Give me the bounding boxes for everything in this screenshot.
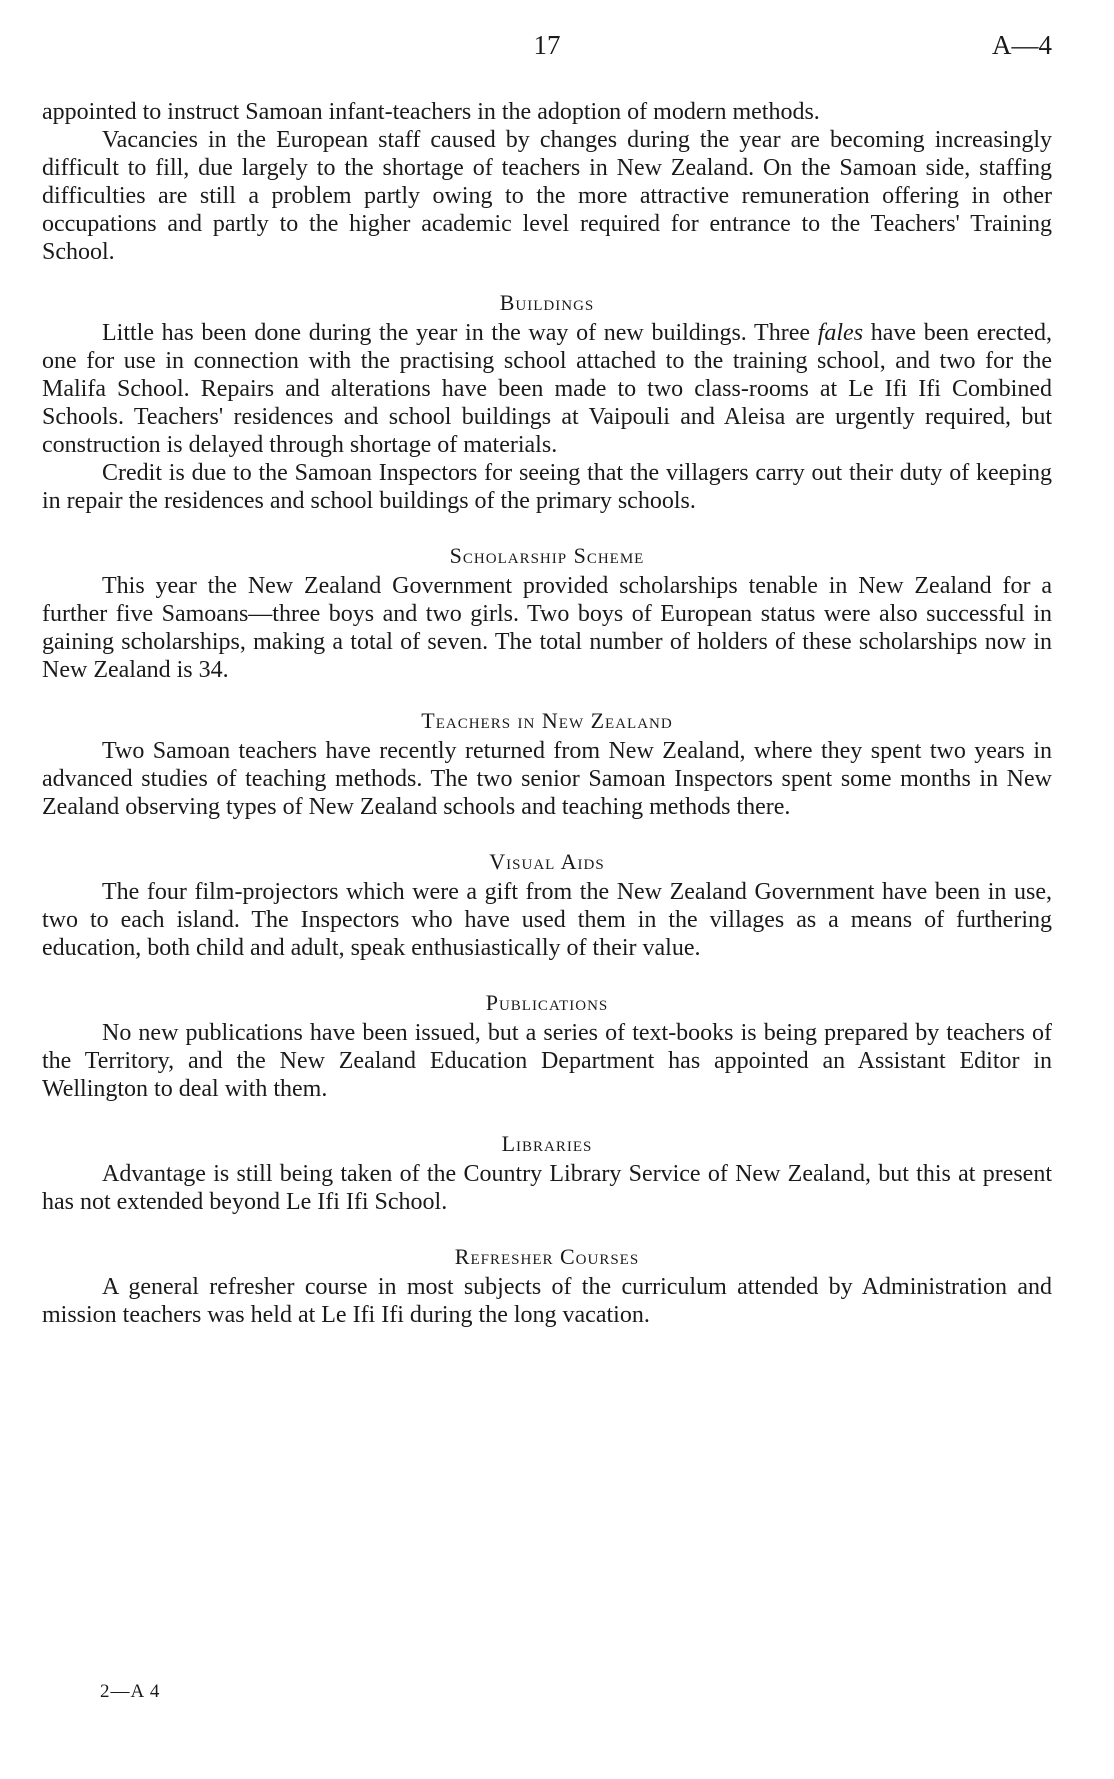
document-reference: A—4 xyxy=(992,30,1052,60)
heading-buildings: Buildings xyxy=(499,290,595,315)
buildings-italic-word: fales xyxy=(817,320,864,346)
paragraph-visual-aids: The four film-projectors which were a gift from the New Zealand Government have been in use, two to each island. The Inspectors who have used them in the villages as a means of furthering education, both child and adult, speak enthusiastically of their value. xyxy=(42,879,1052,961)
heading-visual-aids: Visual Aids xyxy=(489,849,605,874)
paragraph-buildings-2: Credit is due to the Samoan Inspectors for seeing that the villagers carry out their duty of keeping in repair the residences and school buildings of the primary schools. xyxy=(42,460,1052,514)
paragraph-continued: appointed to instruct Samoan infant-teachers in the adoption of modern methods. xyxy=(42,99,820,125)
paragraph-scholarship: This year the New Zealand Government provided scholarships tenable in New Zealand for a further five Samoans—three boys and two girls. Two boys of European status were also successful in gaining scholarships, making a total of seven. The total number of holders of these scholarships now in New Zealand is 34. xyxy=(42,573,1052,683)
page-header xyxy=(42,30,1052,66)
buildings-text-a: Little has been done during the year in the way of new buildings. Three xyxy=(102,320,811,346)
printer-signature: 2—A 4 xyxy=(100,1681,161,1702)
paragraph-staffing: Vacancies in the European staff caused by changes during the year are becoming increasingly difficult to fill, due largely to the shortage of teachers in New Zealand. On the Samoan side, staffing difficulties are still a problem partly owing to the more attractive remuneration offering in other occupations and partly to the higher academic level required for entrance to the Teachers' Training School. xyxy=(42,127,1052,265)
page-number: 17 xyxy=(533,30,561,60)
heading-scholarship: Scholarship Scheme xyxy=(449,543,645,568)
heading-refresher: Refresher Courses xyxy=(454,1244,640,1269)
paragraph-libraries: Advantage is still being taken of the Country Library Service of New Zealand, but this at present has not extended beyond Le Ifi Ifi School. xyxy=(42,1161,1052,1215)
paragraph-refresher: A general refresher course in most subjects of the curriculum attended by Administration and mission teachers was held at Le Ifi Ifi during the long vacation. xyxy=(42,1274,1052,1328)
heading-teachers-nz: Teachers in New Zealand xyxy=(421,708,673,733)
heading-libraries: Libraries xyxy=(501,1131,593,1156)
paragraph-teachers-nz: Two Samoan teachers have recently returned from New Zealand, where they spent two years in advanced studies of teaching methods. The two senior Samoan Inspectors spent some months in New Zealand observing types of New Zealand schools and teaching methods there. xyxy=(42,738,1052,820)
document-body xyxy=(42,98,1052,1329)
buildings-text-b: have been erected, one for use in connection with the practising school attached to the training school, and two for the Malifa School. Repairs and alterations have been made to two class-rooms at Le Ifi Ifi Combined Schools. Teachers' residences and school buildings at Vaipouli and Aleisa are urgently required, but construction is delayed through shortage of materials. xyxy=(42,320,1053,458)
paragraph-buildings-1 xyxy=(42,319,1052,459)
paragraph-publications: No new publications have been issued, but a series of text-books is being prepared by teachers of the Territory, and the New Zealand Education Department has appointed an Assistant Editor in Wellington to deal with them. xyxy=(42,1020,1052,1102)
heading-publications: Publications xyxy=(485,990,609,1015)
